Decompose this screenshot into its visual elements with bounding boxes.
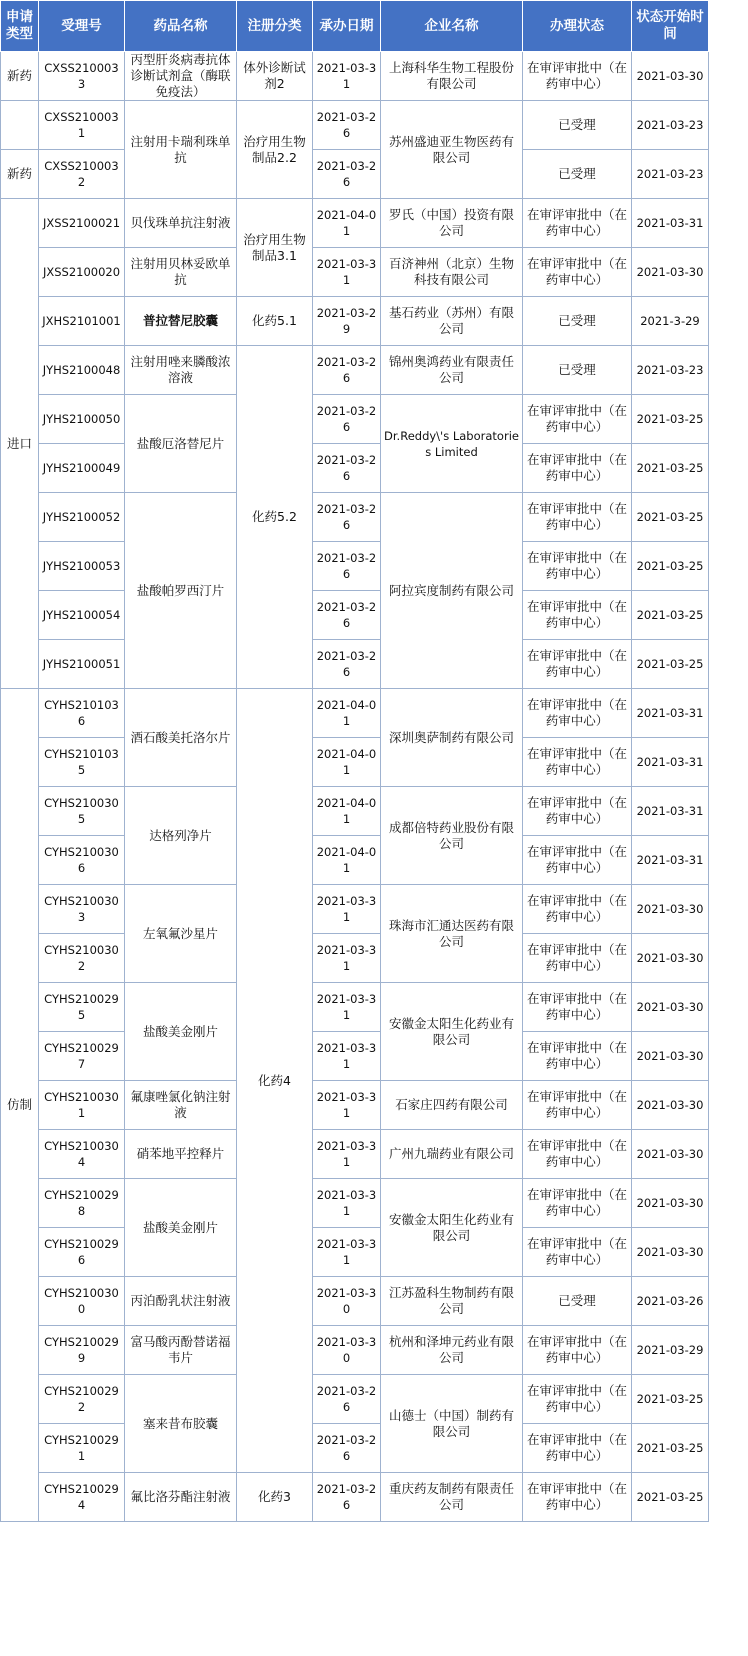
handling-date-cell: 2021-03-26 bbox=[313, 395, 381, 444]
company-name-cell: 重庆药友制药有限责任公司 bbox=[381, 1473, 523, 1522]
table-row bbox=[1, 101, 709, 150]
status-cell: 在审评审批中（在药审中心） bbox=[523, 1179, 632, 1228]
handling-date-cell: 2021-03-31 bbox=[313, 1130, 381, 1179]
handling-date-cell: 2021-03-31 bbox=[313, 1032, 381, 1081]
header-processing-status: 办理状态 bbox=[523, 1, 632, 52]
acceptance-number-cell: CXSS2100032 bbox=[39, 150, 125, 199]
status-cell: 在审评审批中（在药审中心） bbox=[523, 738, 632, 787]
acceptance-number-cell: CYHS2100304 bbox=[39, 1130, 125, 1179]
handling-date-cell: 2021-03-26 bbox=[313, 1375, 381, 1424]
handling-date-cell: 2021-04-01 bbox=[313, 836, 381, 885]
company-name-cell: 江苏盈科生物制药有限公司 bbox=[381, 1277, 523, 1326]
header-acceptance-number: 受理号 bbox=[39, 1, 125, 52]
status-date-cell: 2021-03-23 bbox=[632, 346, 709, 395]
handling-date-cell: 2021-03-31 bbox=[313, 1179, 381, 1228]
drug-name-cell: 氟康唑氯化钠注射液 bbox=[125, 1081, 237, 1130]
status-cell: 在审评审批中（在药审中心） bbox=[523, 1473, 632, 1522]
acceptance-number-cell: CYHS2100297 bbox=[39, 1032, 125, 1081]
company-name-cell: 基石药业（苏州）有限公司 bbox=[381, 297, 523, 346]
header-status-start-time: 状态开始时间 bbox=[632, 1, 709, 52]
company-name-cell: 安徽金太阳生化药业有限公司 bbox=[381, 983, 523, 1081]
status-cell: 在审评审批中（在药审中心） bbox=[523, 836, 632, 885]
handling-date-cell: 2021-03-31 bbox=[313, 52, 381, 101]
drug-name-cell: 注射用唑来膦酸浓溶液 bbox=[125, 346, 237, 395]
acceptance-number-cell: CYHS2100298 bbox=[39, 1179, 125, 1228]
table-row bbox=[1, 1277, 709, 1326]
status-date-cell: 2021-03-25 bbox=[632, 1375, 709, 1424]
handling-date-cell: 2021-03-26 bbox=[313, 101, 381, 150]
handling-date-cell: 2021-03-30 bbox=[313, 1326, 381, 1375]
company-name-cell: 成都倍特药业股份有限公司 bbox=[381, 787, 523, 885]
drug-name-cell: 丙泊酚乳状注射液 bbox=[125, 1277, 237, 1326]
status-cell: 在审评审批中（在药审中心） bbox=[523, 787, 632, 836]
handling-date-cell: 2021-04-01 bbox=[313, 787, 381, 836]
acceptance-number-cell: JYHS2100048 bbox=[39, 346, 125, 395]
application-type-cell: 新药 bbox=[1, 52, 39, 101]
handling-date-cell: 2021-03-29 bbox=[313, 297, 381, 346]
handling-date-cell: 2021-03-26 bbox=[313, 640, 381, 689]
handling-date-cell: 2021-04-01 bbox=[313, 738, 381, 787]
status-cell: 在审评审批中（在药审中心） bbox=[523, 1228, 632, 1277]
table-row bbox=[1, 689, 709, 738]
acceptance-number-cell: CYHS2101035 bbox=[39, 738, 125, 787]
status-cell: 在审评审批中（在药审中心） bbox=[523, 493, 632, 542]
status-date-cell: 2021-03-30 bbox=[632, 983, 709, 1032]
status-date-cell: 2021-03-29 bbox=[632, 1326, 709, 1375]
status-cell: 在审评审批中（在药审中心） bbox=[523, 395, 632, 444]
application-type-cell: 仿制 bbox=[1, 689, 39, 1522]
company-name-cell: 珠海市汇通达医药有限公司 bbox=[381, 885, 523, 983]
table-row bbox=[1, 1375, 709, 1424]
acceptance-number-cell: CYHS2100303 bbox=[39, 885, 125, 934]
table-row bbox=[1, 1228, 709, 1277]
application-type-cell: 新药 bbox=[1, 150, 39, 199]
table-row bbox=[1, 787, 709, 836]
acceptance-number-cell: CYHS2100301 bbox=[39, 1081, 125, 1130]
status-cell: 在审评审批中（在药审中心） bbox=[523, 1130, 632, 1179]
status-date-cell: 2021-03-30 bbox=[632, 1228, 709, 1277]
drug-name-cell: 富马酸丙酚替诺福韦片 bbox=[125, 1326, 237, 1375]
status-date-cell: 2021-03-31 bbox=[632, 787, 709, 836]
acceptance-number-cell: JYHS2100052 bbox=[39, 493, 125, 542]
application-type-cell bbox=[1, 101, 39, 150]
status-cell: 在审评审批中（在药审中心） bbox=[523, 1032, 632, 1081]
company-name-cell: 锦州奥鸿药业有限责任公司 bbox=[381, 346, 523, 395]
handling-date-cell: 2021-03-26 bbox=[313, 493, 381, 542]
handling-date-cell: 2021-03-26 bbox=[313, 542, 381, 591]
status-cell: 已受理 bbox=[523, 297, 632, 346]
handling-date-cell: 2021-03-31 bbox=[313, 983, 381, 1032]
status-date-cell: 2021-03-31 bbox=[632, 836, 709, 885]
drug-name-cell: 盐酸美金刚片 bbox=[125, 983, 237, 1081]
table-row bbox=[1, 444, 709, 493]
acceptance-number-cell: JYHS2100049 bbox=[39, 444, 125, 493]
status-date-cell: 2021-03-31 bbox=[632, 689, 709, 738]
status-date-cell: 2021-03-30 bbox=[632, 1032, 709, 1081]
handling-date-cell: 2021-04-01 bbox=[313, 199, 381, 248]
status-date-cell: 2021-03-31 bbox=[632, 199, 709, 248]
drug-name-cell: 达格列净片 bbox=[125, 787, 237, 885]
acceptance-number-cell: CYHS2100292 bbox=[39, 1375, 125, 1424]
status-cell: 在审评审批中（在药审中心） bbox=[523, 934, 632, 983]
status-date-cell: 2021-03-30 bbox=[632, 934, 709, 983]
table-row bbox=[1, 885, 709, 934]
handling-date-cell: 2021-03-26 bbox=[313, 444, 381, 493]
drug-name-cell: 塞来昔布胶囊 bbox=[125, 1375, 237, 1473]
handling-date-cell: 2021-03-31 bbox=[313, 934, 381, 983]
company-name-cell: 苏州盛迪亚生物医药有限公司 bbox=[381, 101, 523, 199]
acceptance-number-cell: CYHS2100296 bbox=[39, 1228, 125, 1277]
acceptance-number-cell: JXSS2100021 bbox=[39, 199, 125, 248]
status-date-cell: 2021-03-30 bbox=[632, 1081, 709, 1130]
drug-name-cell: 注射用卡瑞利珠单抗 bbox=[125, 101, 237, 199]
drug-name-cell: 氟比洛芬酯注射液 bbox=[125, 1473, 237, 1522]
table-row bbox=[1, 640, 709, 689]
handling-date-cell: 2021-03-31 bbox=[313, 885, 381, 934]
acceptance-number-cell: JXSS2100020 bbox=[39, 248, 125, 297]
acceptance-number-cell: CXSS2100031 bbox=[39, 101, 125, 150]
status-cell: 在审评审批中（在药审中心） bbox=[523, 52, 632, 101]
registration-category-cell: 化药4 bbox=[237, 689, 313, 1473]
drug-name-cell: 盐酸美金刚片 bbox=[125, 1179, 237, 1277]
table-row bbox=[1, 1473, 709, 1522]
table-row bbox=[1, 934, 709, 983]
status-date-cell: 2021-03-25 bbox=[632, 1424, 709, 1473]
company-name-cell: 上海科华生物工程股份有限公司 bbox=[381, 52, 523, 101]
table-row bbox=[1, 395, 709, 444]
drug-name-cell: 注射用贝林妥欧单抗 bbox=[125, 248, 237, 297]
status-date-cell: 2021-03-25 bbox=[632, 493, 709, 542]
acceptance-number-cell: CYHS2100291 bbox=[39, 1424, 125, 1473]
status-date-cell: 2021-03-23 bbox=[632, 150, 709, 199]
status-date-cell: 2021-03-25 bbox=[632, 1473, 709, 1522]
status-cell: 在审评审批中（在药审中心） bbox=[523, 444, 632, 493]
registration-category-cell: 化药3 bbox=[237, 1473, 313, 1522]
handling-date-cell: 2021-03-30 bbox=[313, 1277, 381, 1326]
company-name-cell: 罗氏（中国）投资有限公司 bbox=[381, 199, 523, 248]
table-row bbox=[1, 542, 709, 591]
table-row bbox=[1, 1326, 709, 1375]
registration-category-cell: 治疗用生物制品3.1 bbox=[237, 199, 313, 297]
company-name-cell: 广州九瑞药业有限公司 bbox=[381, 1130, 523, 1179]
handling-date-cell: 2021-03-26 bbox=[313, 1473, 381, 1522]
status-cell: 在审评审批中（在药审中心） bbox=[523, 1375, 632, 1424]
drug-name-cell: 左氧氟沙星片 bbox=[125, 885, 237, 983]
acceptance-number-cell: CYHS2100300 bbox=[39, 1277, 125, 1326]
acceptance-number-cell: CYHS2100299 bbox=[39, 1326, 125, 1375]
acceptance-number-cell: CYHS2100306 bbox=[39, 836, 125, 885]
status-date-cell: 2021-03-23 bbox=[632, 101, 709, 150]
drug-name-cell: 丙型肝炎病毒抗体诊断试剂盒（酶联免疫法） bbox=[125, 52, 237, 101]
acceptance-number-cell: CYHS2100295 bbox=[39, 983, 125, 1032]
table-row bbox=[1, 1179, 709, 1228]
status-date-cell: 2021-03-30 bbox=[632, 1179, 709, 1228]
drug-name-cell: 盐酸帕罗西汀片 bbox=[125, 493, 237, 689]
status-date-cell: 2021-03-25 bbox=[632, 395, 709, 444]
acceptance-number-cell: CYHS2100302 bbox=[39, 934, 125, 983]
table-row bbox=[1, 1130, 709, 1179]
status-date-cell: 2021-03-26 bbox=[632, 1277, 709, 1326]
company-name-cell: 杭州和泽坤元药业有限公司 bbox=[381, 1326, 523, 1375]
status-date-cell: 2021-03-30 bbox=[632, 52, 709, 101]
header-registration-category: 注册分类 bbox=[237, 1, 313, 52]
acceptance-number-cell: CXSS2100033 bbox=[39, 52, 125, 101]
status-date-cell: 2021-3-29 bbox=[632, 297, 709, 346]
company-name-cell: 阿拉宾度制药有限公司 bbox=[381, 493, 523, 689]
status-date-cell: 2021-03-25 bbox=[632, 542, 709, 591]
table-row bbox=[1, 1081, 709, 1130]
header-company-name: 企业名称 bbox=[381, 1, 523, 52]
table-row bbox=[1, 346, 709, 395]
header-drug-name: 药品名称 bbox=[125, 1, 237, 52]
handling-date-cell: 2021-03-26 bbox=[313, 591, 381, 640]
status-date-cell: 2021-03-30 bbox=[632, 248, 709, 297]
drug-name-cell: 盐酸厄洛替尼片 bbox=[125, 395, 237, 493]
header-application-type: 申请类型 bbox=[1, 1, 39, 52]
header-row bbox=[1, 1, 709, 52]
acceptance-number-cell: JYHS2100051 bbox=[39, 640, 125, 689]
company-name-cell: 深圳奥萨制药有限公司 bbox=[381, 689, 523, 787]
acceptance-number-cell: CYHS2100305 bbox=[39, 787, 125, 836]
table-row bbox=[1, 738, 709, 787]
acceptance-number-cell: CYHS2101036 bbox=[39, 689, 125, 738]
handling-date-cell: 2021-03-31 bbox=[313, 248, 381, 297]
company-name-cell: 山德士（中国）制药有限公司 bbox=[381, 1375, 523, 1473]
table-row bbox=[1, 150, 709, 199]
table-row bbox=[1, 1032, 709, 1081]
status-date-cell: 2021-03-30 bbox=[632, 1130, 709, 1179]
registration-category-cell: 化药5.1 bbox=[237, 297, 313, 346]
registration-category-cell: 化药5.2 bbox=[237, 346, 313, 689]
handling-date-cell: 2021-03-31 bbox=[313, 1228, 381, 1277]
acceptance-number-cell: JXHS2101001 bbox=[39, 297, 125, 346]
table-row bbox=[1, 52, 709, 101]
status-cell: 在审评审批中（在药审中心） bbox=[523, 199, 632, 248]
status-date-cell: 2021-03-30 bbox=[632, 885, 709, 934]
table-row bbox=[1, 591, 709, 640]
table-row bbox=[1, 297, 709, 346]
status-cell: 在审评审批中（在药审中心） bbox=[523, 248, 632, 297]
status-cell: 在审评审批中（在药审中心） bbox=[523, 1326, 632, 1375]
status-date-cell: 2021-03-31 bbox=[632, 738, 709, 787]
drug-name-cell: 贝伐珠单抗注射液 bbox=[125, 199, 237, 248]
status-cell: 已受理 bbox=[523, 1277, 632, 1326]
status-cell: 已受理 bbox=[523, 101, 632, 150]
status-cell: 在审评审批中（在药审中心） bbox=[523, 983, 632, 1032]
registration-category-cell: 治疗用生物制品2.2 bbox=[237, 101, 313, 199]
header-handling-date: 承办日期 bbox=[313, 1, 381, 52]
handling-date-cell: 2021-04-01 bbox=[313, 689, 381, 738]
handling-date-cell: 2021-03-31 bbox=[313, 1081, 381, 1130]
table-row bbox=[1, 493, 709, 542]
acceptance-number-cell: CYHS2100294 bbox=[39, 1473, 125, 1522]
table-row bbox=[1, 983, 709, 1032]
status-cell: 已受理 bbox=[523, 150, 632, 199]
table-row bbox=[1, 836, 709, 885]
company-name-cell: 安徽金太阳生化药业有限公司 bbox=[381, 1179, 523, 1277]
table-row bbox=[1, 199, 709, 248]
company-name-cell: Dr.Reddy\'s Laboratories Limited bbox=[381, 395, 523, 493]
table-row bbox=[1, 1424, 709, 1473]
acceptance-number-cell: JYHS2100050 bbox=[39, 395, 125, 444]
handling-date-cell: 2021-03-26 bbox=[313, 1424, 381, 1473]
drug-name-cell: 普拉替尼胶囊 bbox=[125, 297, 237, 346]
acceptance-number-cell: JYHS2100053 bbox=[39, 542, 125, 591]
status-cell: 在审评审批中（在药审中心） bbox=[523, 640, 632, 689]
company-name-cell: 石家庄四药有限公司 bbox=[381, 1081, 523, 1130]
acceptance-number-cell: JYHS2100054 bbox=[39, 591, 125, 640]
status-date-cell: 2021-03-25 bbox=[632, 591, 709, 640]
status-cell: 在审评审批中（在药审中心） bbox=[523, 1424, 632, 1473]
application-type-cell: 进口 bbox=[1, 199, 39, 689]
table-row bbox=[1, 248, 709, 297]
status-cell: 在审评审批中（在药审中心） bbox=[523, 885, 632, 934]
status-cell: 在审评审批中（在药审中心） bbox=[523, 689, 632, 738]
drug-name-cell: 酒石酸美托洛尔片 bbox=[125, 689, 237, 787]
drug-name-cell: 硝苯地平控释片 bbox=[125, 1130, 237, 1179]
status-cell: 已受理 bbox=[523, 346, 632, 395]
status-cell: 在审评审批中（在药审中心） bbox=[523, 542, 632, 591]
handling-date-cell: 2021-03-26 bbox=[313, 346, 381, 395]
status-date-cell: 2021-03-25 bbox=[632, 640, 709, 689]
handling-date-cell: 2021-03-26 bbox=[313, 150, 381, 199]
status-cell: 在审评审批中（在药审中心） bbox=[523, 1081, 632, 1130]
registration-category-cell: 体外诊断试剂2 bbox=[237, 52, 313, 101]
company-name-cell: 百济神州（北京）生物科技有限公司 bbox=[381, 248, 523, 297]
status-cell: 在审评审批中（在药审中心） bbox=[523, 591, 632, 640]
status-date-cell: 2021-03-25 bbox=[632, 444, 709, 493]
